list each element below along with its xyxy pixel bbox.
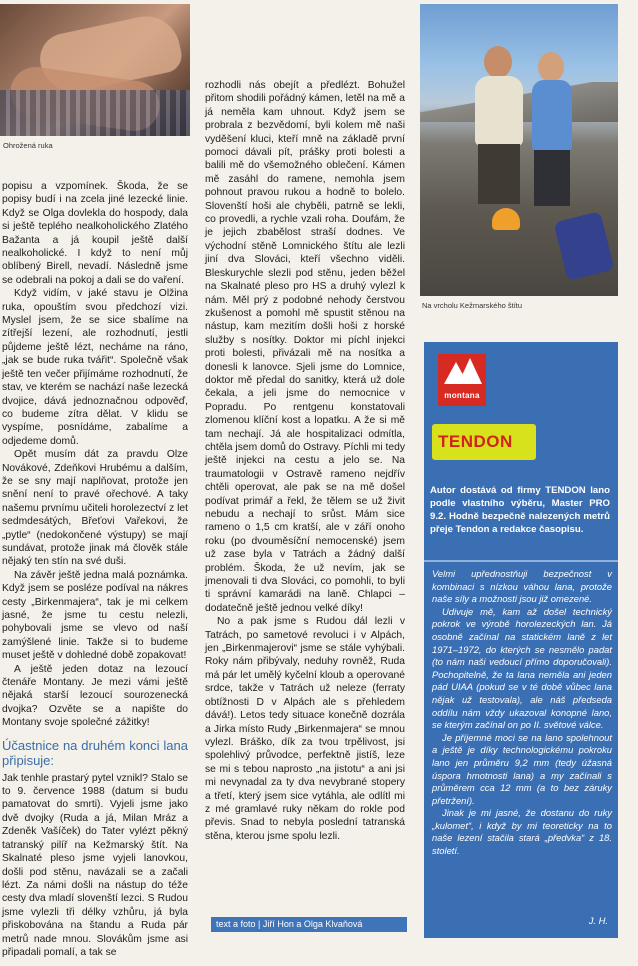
note-paragraph: Jinak je mi jasné, že dostanu do ruky „kulomet“, i když by mi teoreticky na to naše lezení stačila stará „předvka“ z 18. století. — [432, 807, 612, 857]
montana-logo-text: montana — [444, 391, 480, 400]
paragraph: Jak tenhle prastarý pytel vznikl? Stalo se to 9. července 1988 (datum si budu pamatovat do smrti). Vyjeli jsme jako dvě dvojky (Ruda a já, Milan Mráz a Zdeněk Vašíček) do Tater vylézt pěkný tatranský pilíř na Kežmarský štít. Na Skalnaté pleso jsme vyjeli lanovkou, došli pod stěnu, navázali se a začali lézt. Za námi došli na nástup do téže cesty dva mladí slovenští lezci. S Rudou jsme vylezli tři délky vzhůru, já byla přiskobována na štandu a Ruda pár metrů nade mnou. Slovákům jsme asi připadali pomalí, a tak se — [2, 772, 189, 958]
paragraph: Na závěr ještě jedna malá poznámka. Když jsem se posléze podíval na nákres cesty „Birkenmajera“, tak je mi celkem jasné, že jsme tu cestu nelezli, pohybovali jsme se vlevo od naší zamýšlené linie. Takže si to budeme muset ještě v dohledné době zopakovat! — [2, 569, 188, 662]
sponsor-sidebar — [424, 342, 618, 938]
signature: J. H. — [588, 915, 608, 926]
text-column-2 — [205, 79, 405, 843]
divider — [424, 560, 618, 562]
paragraph: A ještě jeden dotaz na lezoucí čtenáře Montany. Je mezi vámi ještě nějaká starší lezoucí sourozenecká dvojka? Ozvěte se a napište do Montany svoje společné zážitky! — [2, 663, 188, 729]
tendon-logo — [432, 424, 536, 460]
paragraph: No a pak jsme s Rudou dál lezli v Tatrách, po sametové revoluci i v Alpách, jen „Birkenmajerovi“ jsme se stále vyhýbali. Roky nám přibývaly, neduhy rovněž, Ruda má pár let umělý kyčelní kloub a operované srdce, takže v Tatrách už neleze (ferraty obtížnosti D v Alpách ale s přehledem dává!). Letos tedy situace konečně dozrála a Jirka místo Rudy „Birkenmajera“ se mnou vylezl. Bráško, dík za tvou trpělivost, jsi spolehlivý průvodce, perfektně jistíš, leze se mi s tebou naprosto „na jistotu“ a ani jsi mi nevynadal za ty dva nevybrané stopery a třetí, který jsem sice vytáhla, ale odlítl mi z mé gramlavé ruky někam do rokle pod převis. Snad to nebyla poslední tatranská stěna, kterou jsme spolu lezli. — [205, 616, 405, 842]
photo-injured-hands — [0, 4, 190, 136]
paragraph: rozhodli nás obejít a předlézt. Bohužel přitom shodili pořádný kámen, letěl na mě a já neměla kam uhnout. Když jsem se probrala z bezvědomí, byli kolem mě naši vyděšení kluci, kteří mně na základě první pomoci dávali pít, prášky proti bolesti a balili mě do všemožného oblečení. Kámen mě zasáhl do ramene, nemohla jsem pohnout pravou rukou a hodně to bolelo. Slovenští hoši ale chyběli, patrně se lekli, co provedli, a rychle vzali roha. Doufám, že je jejich zbabělost straší dodnes. Ve východní stěně Lomnického štítu ale lezli jiní dva Slováci, kteří všechno viděli. Bleskurychle slezli pod stěnu, jeden běžel na Skalnaté pleso pro HS a druhý vylezl k nám. Měl prý z podobné nehody čerstvou zkušenost a pomohl mě spustit stěnou na nástup, kam mezitím došli hoši z horské služby s nosítky. Doktor mi píchl injekci proti bolesti, přivázali mě na nosítka a donesli k lanovce. Sjeli jsme do Lomnice, doktor mě předal do sanitky, která už dole čekala, a jeli jsme do nemocnice v Popradu. Po rentgenu konstatovali zlomenou klíční kost a lopatku. A že si mě tam nechají. Já ale hospitalizaci odmítla, chtěla jsem domů do Ostravy. Píchli mi tedy ještě injekci na cestu a jelo se. Na traumatologii v Ostravě rameno nejdřív chtěli operovat, ale pak se na mě došel podívat primář a řekl, že tělem se už živit nebudu a nechají to srůst. Mám sice rameno o 1,5 cm kratší, ale v září onoho roku (po dvouměsíční nemocenské) jsem už zase byla v Tatrách a žádný další problém. Škoda, že už nevím, jak se jmenovali ti dva Slováci, co pomohli, to byli ti správní kamarádi na laně. Chlapci – dodatečně ještě jednou velké díky! — [205, 80, 405, 614]
author-note — [432, 568, 612, 858]
note-paragraph: Je příjemné moci se na lano spolehnout a ještě je díky technologickému pokroku lano jen průměru 9,2 mm (tedy úžasná úspora hmotnosti lana) a my začínali s průměrem cca 12 mm (a to bez záruky přetržení). — [432, 731, 612, 806]
text-column-1 — [2, 180, 188, 959]
note-paragraph: Udivuje mě, kam až došel technický pokrok ve výrobě horolezeckých lan. Já osobně začínal na statickém laně z let 1971–1972, do kterých se nesmělo padat (to nám naši vedoucí přímo doporučovali). Pochopitelně, že ta lana neměla ani jeden pád UIAA (pokud se v té době vůbec lana nějak už testovala), ale náš předseda oddílu nám vždy ukazoval konopné lano, se kterým začínal on po II. světové válce. — [432, 605, 612, 731]
photo-summit — [420, 4, 618, 296]
photo-caption-summit: Na vrcholu Kežmarského štítu — [422, 301, 523, 310]
section-heading: Účastnice na druhém konci lana připisuje: — [2, 737, 188, 768]
sponsor-text: Autor dostává od firmy TENDON lano podle vlastního výběru, Master PRO 9.2. Hodně bezpečně nalezených metrů přeje Tendon a redakce časopisu. — [430, 485, 610, 535]
author-credit: text a foto | Jiří Hon a Olga Klvaňová — [211, 917, 407, 932]
tendon-logo-text: TENDON — [438, 432, 513, 451]
paragraph: popisu a vzpomínek. Škoda, že se popisy budí i na zcela jiné lezecké linie. Když se Olga dovlekla do hospody, dala si ještě teplého nealkoholického Zlatého Bažanta a já koupil ještě další nealkoholické. I když to není můj oblíbený Birell, nevadí. Následně jsme se odebrali na pokoj a dali se do vaření. — [2, 181, 188, 286]
paragraph: Když vidím, v jaké stavu je Olžina ruka, opouštím svou předchozí vizi. Myslel jsem, že se sice sbalíme na zítřejší lezení, ale rozhodnutí, jestli půjdeme ještě lézt, necháme na ráno, „jak se bude ruka tvářit“. Společně však ještě ten večer přijímáme rozhodnutí, že stav, ve kterém se nachází naše lezecká dvojice, dává jednoznačnou odpověď, co budeme zítra dělat. V klidu se vyspíme, posnídáme, zabalíme a odjedeme domů. — [2, 288, 188, 447]
note-paragraph: Velmi upřednostňuji bezpečnost v kombinaci s nízkou váhou lana, protože naše síly a možnosti jsou již omezené. — [432, 568, 612, 605]
paragraph: Opět musím dát za pravdu Olze Novákové, Zdeňkovi Hrubému a dalším, že se sny mají naplňovat, protože jen snění není to pravé ořechové. A taky našemu prvnímu učiteli horolezectví z let sedmdesátých, Břeťovi Vařekovi, že „pytle“ (nedokončené výstupy) se mají sundávat, protože jinak má člověk stále nějaký ten stín na své duši. — [2, 449, 188, 568]
photo-caption-hands: Ohrožená ruka — [3, 141, 53, 150]
montana-logo — [438, 354, 486, 406]
